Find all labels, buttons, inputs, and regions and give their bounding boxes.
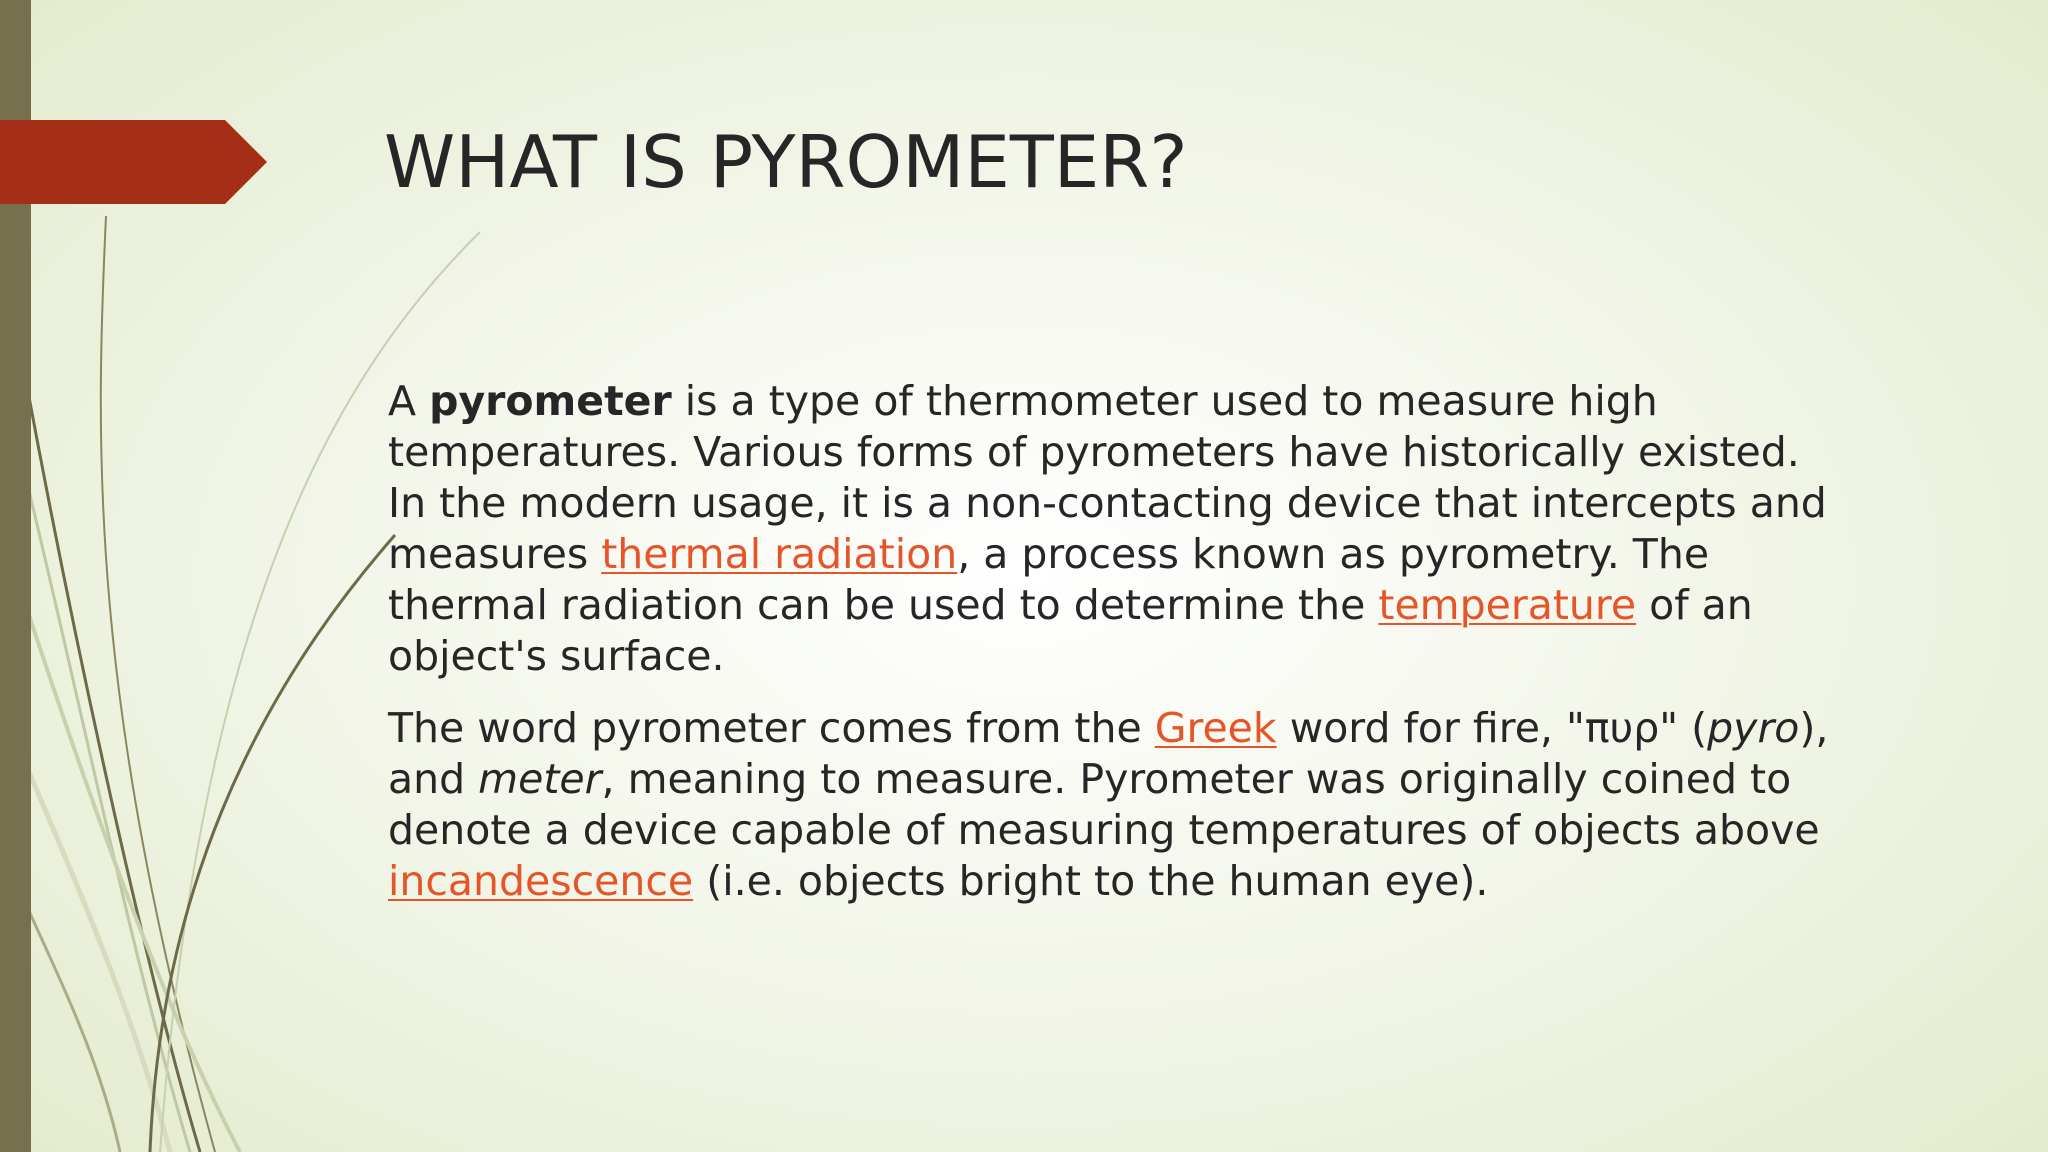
text-run: (i.e. objects bright to the human eye). [693, 857, 1489, 905]
text-run: The word pyrometer comes from the [388, 704, 1155, 752]
bold-term-pyrometer: pyrometer [429, 377, 672, 425]
link-incandescence[interactable]: incandescence [388, 857, 694, 905]
paragraph-etymology [388, 703, 1848, 907]
link-temperature[interactable]: temperature [1378, 581, 1637, 629]
text-run: , a process known as pyrometry. The thermal radiation can be used to determine the [388, 530, 1710, 629]
slide-body [388, 376, 1848, 907]
italic-pyro: pyro [1707, 704, 1800, 752]
text-run: of an object's surface. [388, 581, 1753, 680]
paragraph-definition [388, 376, 1848, 682]
link-thermal-radiation[interactable]: thermal radiation [601, 530, 958, 578]
italic-meter: meter [478, 755, 602, 803]
text-run: , meaning to measure. Pyrometer was originally coined to denote a device capable of measuring temperatures of objects above [388, 755, 1820, 854]
text-run: A [388, 377, 430, 425]
text-run: word for fire, "πυρ" ( [1276, 704, 1708, 752]
slide-title: WHAT IS PYROMETER? [384, 120, 1188, 204]
text-run: is a type of thermometer used to measure high temperatures. Various forms of pyrometers have historically existed. In the modern usage, it is a non-contacting device that intercepts and measures [388, 377, 1827, 578]
text-run: ), and [388, 704, 1829, 803]
link-greek[interactable]: Greek [1154, 704, 1277, 752]
